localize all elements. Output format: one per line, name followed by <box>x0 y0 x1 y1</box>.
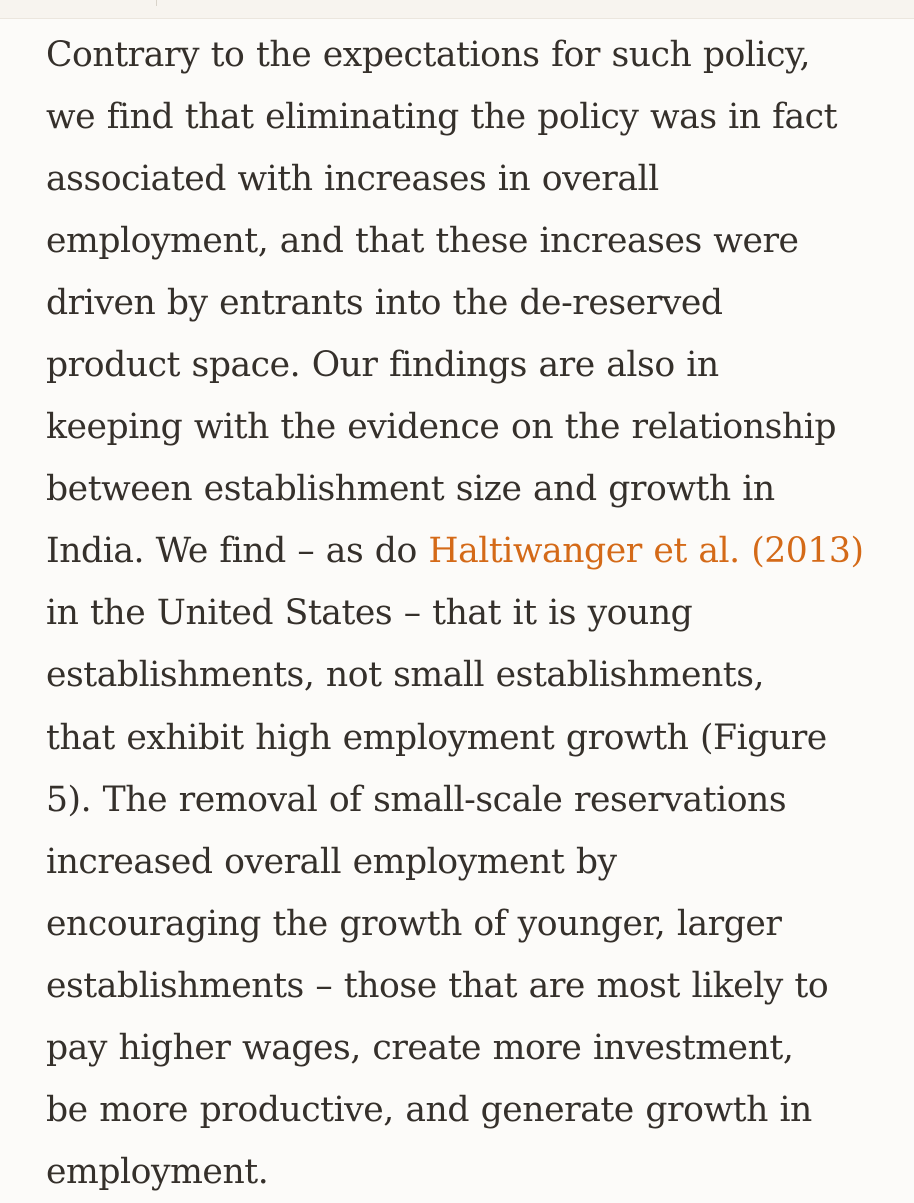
paragraph-line: employment, and that these increases were <box>46 221 799 262</box>
paragraph-line: between establishment size and growth in <box>46 469 775 510</box>
top-edge-divider <box>156 0 157 6</box>
paragraph-line: increased overall employment by <box>46 841 617 882</box>
paragraph-line: we find that eliminating the policy was in fact <box>46 97 838 138</box>
paragraph-line: establishments, not small establishments, <box>46 655 765 696</box>
paragraph-line: encouraging the growth of younger, larger <box>46 903 782 944</box>
paragraph-line: be more productive, and generate growth in <box>46 1089 812 1130</box>
paragraph-text: India. We find – as do <box>46 531 429 572</box>
haltiwanger-citation-link[interactable]: Haltiwanger et al. (2013) <box>428 531 864 572</box>
paragraph-line: Contrary to the expectations for such policy, <box>46 35 811 75</box>
paragraph-line: employment. <box>46 1151 269 1192</box>
paragraph-line: establishments – those that are most likely to <box>46 965 829 1006</box>
paragraph-line: associated with increases in overall <box>46 159 659 200</box>
paragraph-line-with-citation <box>46 520 896 582</box>
paragraph-line: in the United States – that it is young <box>46 593 693 634</box>
paragraph-line: that exhibit high employment growth (Figure <box>46 717 827 758</box>
paragraph-line: 5). The removal of small-scale reservations <box>46 779 787 820</box>
paragraph-line: pay higher wages, create more investment, <box>46 1027 794 1068</box>
paragraph-line: keeping with the evidence on the relationship <box>46 407 837 448</box>
top-edge-strip <box>0 0 914 19</box>
paragraph-line: driven by entrants into the de-reserved <box>46 283 723 324</box>
article-paragraph <box>46 24 896 1203</box>
paragraph-line: product space. Our findings are also in <box>46 345 719 386</box>
